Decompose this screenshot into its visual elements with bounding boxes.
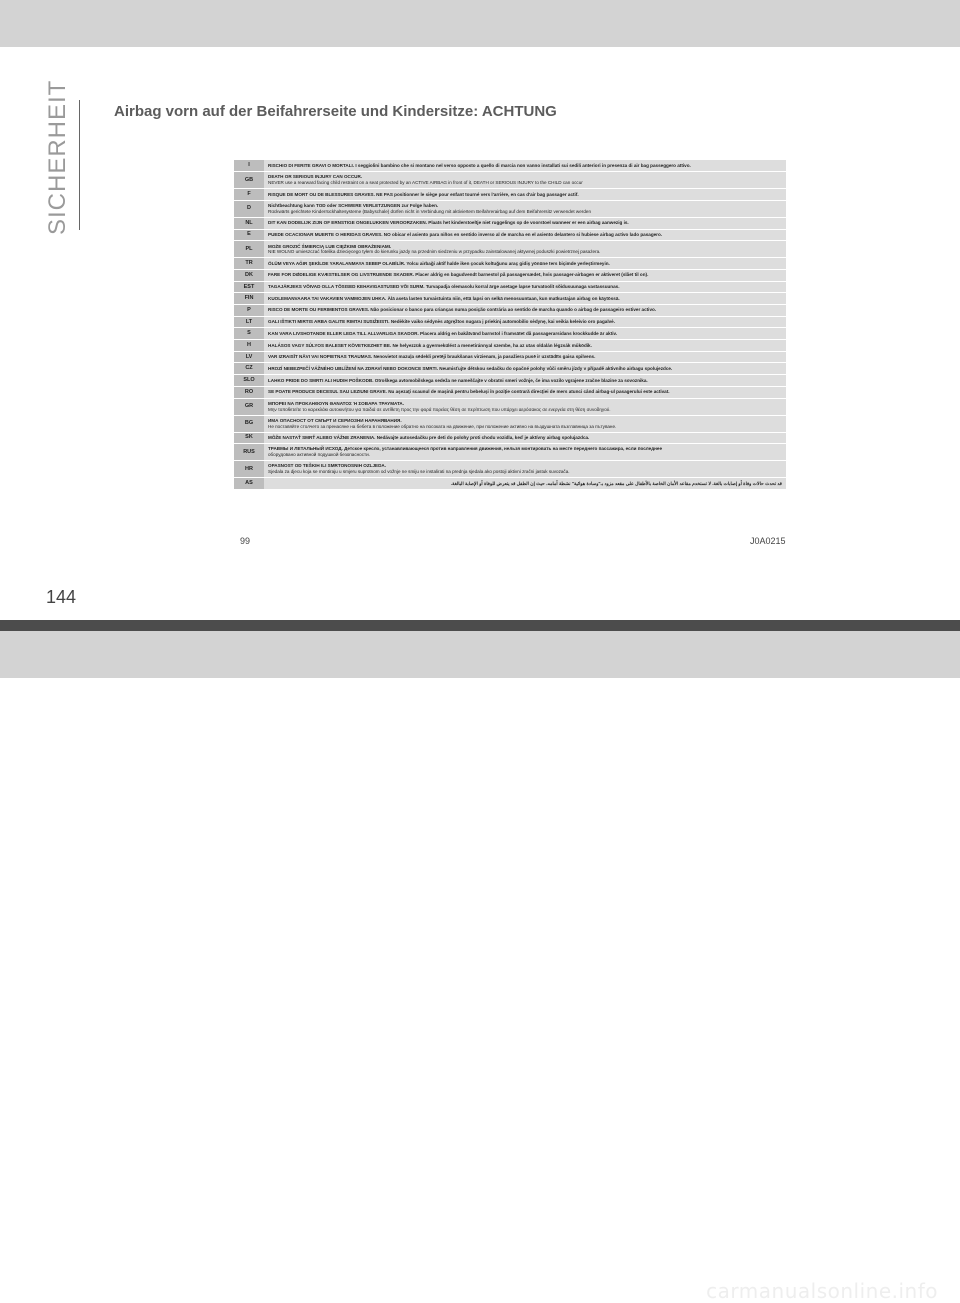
warning-row (234, 478, 786, 490)
warning-text (264, 432, 786, 444)
warning-row (234, 217, 786, 229)
language-code: SK (234, 432, 264, 444)
language-code: GB (234, 172, 264, 189)
warning-row (234, 415, 786, 432)
warning-row (234, 386, 786, 398)
language-code: LV (234, 351, 264, 363)
language-code: RUS (234, 444, 264, 461)
warning-table-body (234, 160, 786, 489)
warning-row (234, 241, 786, 258)
language-code: NL (234, 217, 264, 229)
warning-text-line: TAGAJÄRJEKS VÕIVAD OLLA TÕSISED KEHAVIGASTUSED VÕI SURM. Turvapadja olemasolu korral ärge asetage lapse turvatoolit sõidusuunaga vastassuunas. (268, 284, 620, 290)
warning-text-line: MÔŽE NASTAŤ SMRŤ ALEBO VÁŽNE ZRANENIA. Nedávajte autosedačku pre deti do polohy proti chodu vozidla, keď je aktívny airbag spolujazdca. (268, 434, 590, 440)
warning-text-line: Nichtbeachtung kann TOD oder SCHWERE VERLETZUNGEN zur Folge haben. (268, 203, 439, 209)
warning-text (264, 305, 786, 317)
warning-text-line: NIE WOLNO umieszczać fotelika dziecięcego tyłem do kierunku jazdy na przednim siedzeniu w przypadku zainstalowanej aktywnej poduszki powietrznej pasażera. (268, 249, 601, 255)
warning-text (264, 229, 786, 241)
warning-text (264, 258, 786, 270)
warning-text (264, 160, 786, 172)
warning-text (264, 241, 786, 258)
language-code: EST (234, 281, 264, 293)
warning-text-line: RISCHIO DI FERITE GRAVI O MORTALI. I seggiolini bambino che si montano nel verso opposto a quello di marcia non vanno installati sui sedili anteriori in presenza di air bag passeggero attivo. (268, 162, 691, 168)
warning-row (234, 444, 786, 461)
warning-row (234, 351, 786, 363)
warning-row (234, 375, 786, 387)
language-code: SLO (234, 375, 264, 387)
warning-text-line: DEATH OR SERIOUS INJURY CAN OCCUR. (268, 174, 363, 180)
warning-text (264, 398, 786, 415)
language-code: AS (234, 478, 264, 490)
language-code: GR (234, 398, 264, 415)
warning-row (234, 328, 786, 340)
warning-row (234, 305, 786, 317)
warning-text (264, 172, 786, 189)
top-band (0, 0, 960, 47)
warning-text (264, 375, 786, 387)
warning-text-line: PUEDE OCACIONAR MUERTE O HERIDAS GRAVES. NO obicar el asiento para niños en sentido inverso al de marcha en el asiento delantero si hubiese airbag activo lado pasagero. (268, 232, 663, 238)
warning-text-line: OPASNOST OD TEŠKIH ILI SMRTONOSNIH OZLJEDA. (268, 463, 386, 469)
warning-text-line: NEVER use a rearward facing child restraint on a seat protected by an ACTIVE AIRBAG in front of it, DEATH or SERIOUS INJURY to the CHILD can occur (268, 180, 583, 186)
warning-text (264, 340, 786, 352)
warning-text (264, 415, 786, 432)
warning-text (264, 316, 786, 328)
warning-text-line: оборудовано активной подушкой безопасности. (268, 452, 370, 458)
warning-row (234, 316, 786, 328)
language-code: D (234, 200, 264, 217)
warning-row (234, 432, 786, 444)
warning-text (264, 281, 786, 293)
language-code: TR (234, 258, 264, 270)
warning-text-line: VAR IZRAISĪT NĀVI VAI NOPIETNAS TRAUMAS. Nenovietot mazuļa sēdekli pretēji braukšanas virzienam, ja pasažiera pusē ir uzstādīts gaisa spilvens. (268, 354, 596, 360)
warning-text (264, 293, 786, 305)
warning-text-line: ИМА ОПАСНОСТ ОТ СМЪРТ И СЕРИОЗНИ НАРАНЯВАНИЯ. (268, 417, 402, 423)
page-title: Airbag vorn auf der Beifahrerseite und Kindersitze: ACHTUNG (114, 103, 557, 120)
language-code: FIN (234, 293, 264, 305)
language-code: P (234, 305, 264, 317)
warning-text (264, 478, 786, 490)
warning-text-line: Rückwärts gerichtete Kinderrückhaltesysteme (Babyschale) dürfen nicht in Verbindung mit aktiviertem Beifahrerairbag auf dem Beifahrersitz verwendet werden (268, 208, 591, 214)
language-code: F (234, 189, 264, 201)
language-code: E (234, 229, 264, 241)
warning-text (264, 444, 786, 461)
language-code: I (234, 160, 264, 172)
footer-band (0, 631, 960, 1303)
warning-row (234, 461, 786, 478)
language-code: S (234, 328, 264, 340)
warning-text-line: KAN VARA LIVSHOTANDE ELLER LEDA TILL ALLVARLIGA SKADOR. Placera aldrig en bakåtvänd barnstol i framsätet då passagerarsidans krockkudde är aktiv. (268, 330, 618, 336)
warning-text (264, 363, 786, 375)
warning-text-line: Не поставяйте столчето за пренасяне на бебета в положение обратно на посоката на движение, при положение активно на въздушната възглавница за пътуване. (268, 423, 617, 429)
warning-table (234, 160, 786, 490)
watermark: carmanualsonline.info (706, 1279, 938, 1303)
warning-text-line: KUOLEMANVAARA TAI VAKAVIEN VAMMOJEN UHKA. Älä aseta lasten turvaistuinta niin, että lapsi on selkä menosuuntaan, kun matkustajan airbag on käytössä. (268, 295, 620, 301)
warning-text-line: RISCO DE MORTE OU FERIMENTOS GRAVES. Não posicionar o banco para crianças numa posição contrária ao sentido de marcha quando o airbag de passageiro estiver activo. (268, 307, 657, 313)
warning-row (234, 200, 786, 217)
figure-reference: J0A0215 (750, 536, 786, 546)
warning-text-line: HALÁSOS VAGY SÚLYOS BALESET KÖVETKEZHET BE. Ne helyezzük a gyermekülést a menetiránnyal szembe, ha az utas oldalán légzsák működik. (268, 342, 592, 348)
warning-text (264, 200, 786, 217)
warning-text-line: ТРАВМЫ И ЛЕТАЛЬНЫЙ ИСХОД. Детское кресло, устанавливающееся против направления движения, нельзя монтировать на месте переднего пассажира, если последнее (268, 446, 663, 452)
warning-row (234, 340, 786, 352)
warning-text (264, 328, 786, 340)
warning-text (264, 386, 786, 398)
warning-row (234, 293, 786, 305)
warning-row (234, 363, 786, 375)
warning-row (234, 269, 786, 281)
language-code: H (234, 340, 264, 352)
language-code: HR (234, 461, 264, 478)
warning-text-line: MOŻE GROZIĆ ŚMIERCIĄ LUB CIĘŻKIMI OBRAŻENIAMI. (268, 243, 392, 249)
page-number: 144 (46, 587, 77, 607)
warning-row (234, 281, 786, 293)
warning-text-line: قد تحدث حالات وفاة أو إصابات بالغة. لا تستخدم مقاعد الأمان الخاصة بالأطفال على مقعد مزود بـ"وسادة هوائية" نشطة أمامه، حيث إن الطفل قد يتعرض للوفاة أو الإصابة البالغة. (450, 480, 782, 486)
warning-row (234, 258, 786, 270)
warning-text-line: GALI IŠTIKTI MIRTIS ARBA GALITE RIMTAI SUSIŽEISTI. Nedėkite vaiko sėdynės atgręžtos nugara į priekinį automobilio sėdynę, kai veikia keleivio oro pagalvė. (268, 319, 615, 325)
warning-text (264, 461, 786, 478)
figure-number: 99 (240, 536, 251, 546)
warning-text-line: LAHKO PRIDE DO SMRTI ALI HUDIH POŠKODB. Otroškega avtomobilskega sedeža ne nameščajte v obratni smeri vožnje, če ima vozilo vgrajene zračne blazine za sovoznika. (268, 377, 648, 383)
warning-text-line: RISQUE DE MORT OU DE BLESSURES GRAVES. NE PAS positionner le siège pour enfant tourné vers l'arrière, en cas d'air bag passager actif. (268, 191, 579, 197)
warning-text-line: Sjedala za djecu koja se montiraju u smjeru suprotnom od vožnje ne smiju se instalirati na prednja sjedala ako postoji aktivni zračni jastuk suvozača. (268, 469, 570, 475)
language-code: LT (234, 316, 264, 328)
warning-row (234, 189, 786, 201)
warning-row (234, 172, 786, 189)
warning-row (234, 160, 786, 172)
bottom-band (0, 620, 960, 631)
warning-text (264, 217, 786, 229)
warning-text-line: DIT KAN DODELIJK ZIJN OF ERNSTIGE ONGELUKKEN VEROORZAKEN. Plaats het kinderstoeltje niet ruggelings op de voorstoel wanneer er een airbag aanwezig is. (268, 220, 629, 226)
warning-text-line: SE POATE PRODUCE DECESUL SAU LEZIUNI GRAVE. Nu aşezaţi scaunul de maşină pentru bebeluşi în poziţie contrară direcţiei de mers atunci când airbag-ul pasagerului este activat. (268, 389, 670, 395)
warning-text-line: ÖLÜM VEYA AĞIR ŞEKİLDE YARALANMAYA SEBEP OLABİLİR. Yolcu airbaği aktif halde iken çocuk koltuğunu araç gidiş yönüne ters biçimde yerleştirmeyin. (268, 260, 610, 266)
language-code: DK (234, 269, 264, 281)
warning-text-line: ΜΠΟΡΕΙ ΝΑ ΠΡΟΚΛΗΘΟΥΝ ΘΑΝΑΤΟΣ Ή ΣΟΒΑΡΑ ΤΡΑΥΜΑΤΑ. (268, 400, 405, 406)
language-code: RO (234, 386, 264, 398)
language-code: BG (234, 415, 264, 432)
warning-text (264, 189, 786, 201)
language-code: PL (234, 241, 264, 258)
language-code: CZ (234, 363, 264, 375)
warning-text (264, 269, 786, 281)
section-label: SICHERHEIT (44, 79, 71, 235)
warning-row (234, 398, 786, 415)
warning-text-line: Μην τοποθετείτε το καρεκλάκι αυτοκινήτου για παιδιά σε αντίθετη προς την φορά πορείας θέση σε περίπτωση που υπάρχει αερόσακος σε ενεργεία στη θέση συνοδηγού. (268, 406, 611, 412)
warning-text-line: FARE FOR DØDELIGE KVÆSTELSER OG LIVSTRUENDE SKADER. Placer aldrig en bagudvendt barnestol på passagersædet, hvis passager-airbagen er aktiveret (slået til on). (268, 272, 649, 278)
warning-text (264, 351, 786, 363)
warning-row (234, 229, 786, 241)
warning-text-line: HROZÍ NEBEZPEČÍ VÁŽNÉHO UBLÍŽENÍ NA ZDRAVÍ NEBO DOKONCE SMRTI. Neumisťujte dětskou sedačku do opačné polohy vůči směru jízdy v případě aktivního airbagu spolujezdce. (268, 365, 673, 371)
